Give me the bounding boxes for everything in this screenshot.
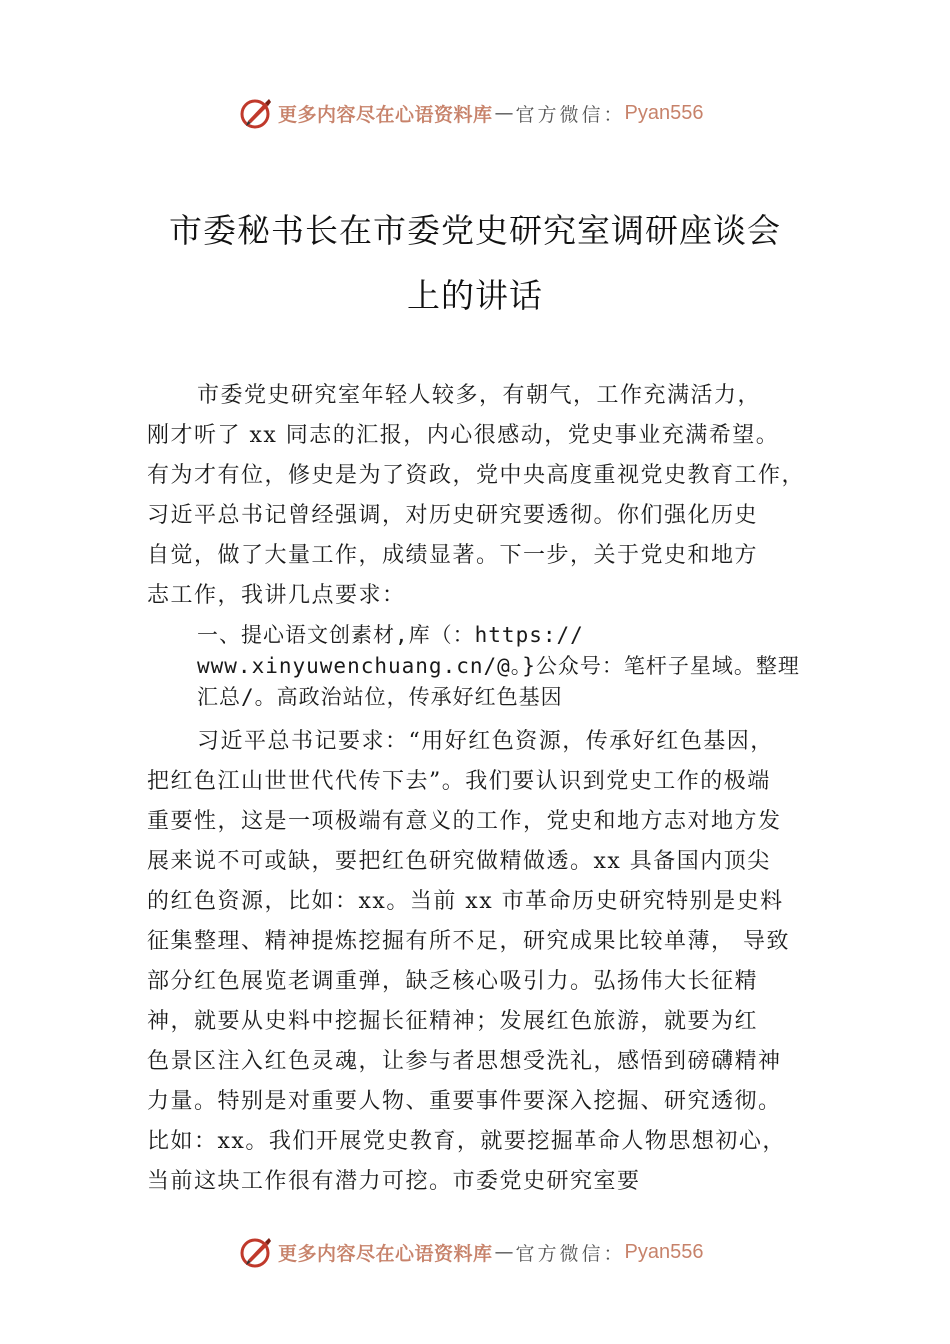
- paragraph-1-line: 志工作，我讲几点要求：: [147, 583, 406, 608]
- section-heading-line: 汇总/。高政治站位，传承好红色基因: [197, 685, 563, 709]
- paragraph-2-line: 展来说不可或缺，要把红色研究做精做透。xx 具备国内顶尖: [147, 849, 771, 874]
- section-heading-1: [197, 620, 857, 713]
- paragraph-2-line: 色景区注入红色灵魂，让参与者思想受洗礼，感悟到磅礴精神: [147, 1049, 782, 1074]
- paragraph-2-line: 的红色资源，比如：xx。当前 xx 市革命历史研究特别是史料: [147, 889, 784, 914]
- paragraph-2: [147, 722, 847, 1202]
- document-title-line-2: 上的讲话: [407, 276, 543, 315]
- paragraph-2-line: 力量。特别是对重要人物、重要事件要深入挖掘、研究透彻。: [147, 1089, 782, 1114]
- paragraph-2-line: 把红色江山世世代代传下去”。我们要认识到党史工作的极端: [147, 769, 771, 794]
- banner-wechat-id: Pyan556: [624, 1240, 704, 1263]
- paragraph-1-line: 市委党史研究室年轻人较多，有朝气，工作充满活力，: [197, 383, 762, 408]
- paragraph-1-line: 自觉，做了大量工作，成绩显著。下一步，关于党史和地方: [147, 543, 759, 568]
- paragraph-2-line: 当前这块工作很有潜力可挖。市委党史研究室要: [147, 1169, 641, 1194]
- paragraph-2-line: 重要性，这是一项极端有意义的工作，党史和地方志对地方发: [147, 809, 782, 834]
- paragraph-2-line: 神，就要从史料中挖掘长征精神；发展红色旅游，就要为红: [147, 1009, 759, 1034]
- banner-wechat-id: Pyan556: [624, 101, 704, 124]
- banner-colon: ：: [603, 103, 623, 126]
- banner-dash: —: [494, 102, 514, 124]
- banner-main-text: 更多内容尽在心语资料库: [278, 103, 493, 126]
- xinyu-logo-icon: [238, 1234, 274, 1270]
- banner-wechat-label: 官方微信: [515, 1242, 604, 1265]
- banner-colon: ：: [603, 1242, 623, 1265]
- paragraph-1-line: 刚才听了 xx 同志的汇报，内心很感动，党史事业充满希望。: [147, 423, 780, 448]
- banner-dash: —: [494, 1241, 514, 1263]
- banner-wechat-label: 官方微信: [515, 103, 604, 126]
- paragraph-2-line: 比如：xx。我们开展党史教育，就要挖掘革命人物思想初心，: [147, 1129, 786, 1154]
- xinyu-logo-icon: [238, 95, 274, 131]
- section-heading-line: 一、提心语文创素材,库（：https://: [197, 623, 584, 647]
- header-banner: [0, 93, 950, 133]
- document-title-line-1: 市委秘书长在市委党史研究室调研座谈会: [169, 211, 781, 250]
- banner-main-text: 更多内容尽在心语资料库: [278, 1242, 493, 1265]
- paragraph-2-line: 部分红色展览老调重弹，缺乏核心吸引力。弘扬伟大长征精: [147, 969, 759, 994]
- section-heading-line: www.xinyuwenchuang.cn/@。}公众号：笔杆子星域。整理: [197, 654, 800, 678]
- footer-banner: [0, 1232, 950, 1272]
- paragraph-2-line: 习近平总书记要求：“用好红色资源，传承好红色基因，: [197, 729, 774, 754]
- paragraph-1-line: 有为才有位，修史是为了资政，党中央高度重视党史教育工作，: [147, 463, 806, 488]
- paragraph-1: [147, 376, 847, 616]
- paragraph-2-line: 征集整理、精神提炼挖掘有所不足，研究成果比较单薄， 导致: [147, 929, 790, 954]
- paragraph-1-line: 习近平总书记曾经强调，对历史研究要透彻。你们强化历史: [147, 503, 759, 528]
